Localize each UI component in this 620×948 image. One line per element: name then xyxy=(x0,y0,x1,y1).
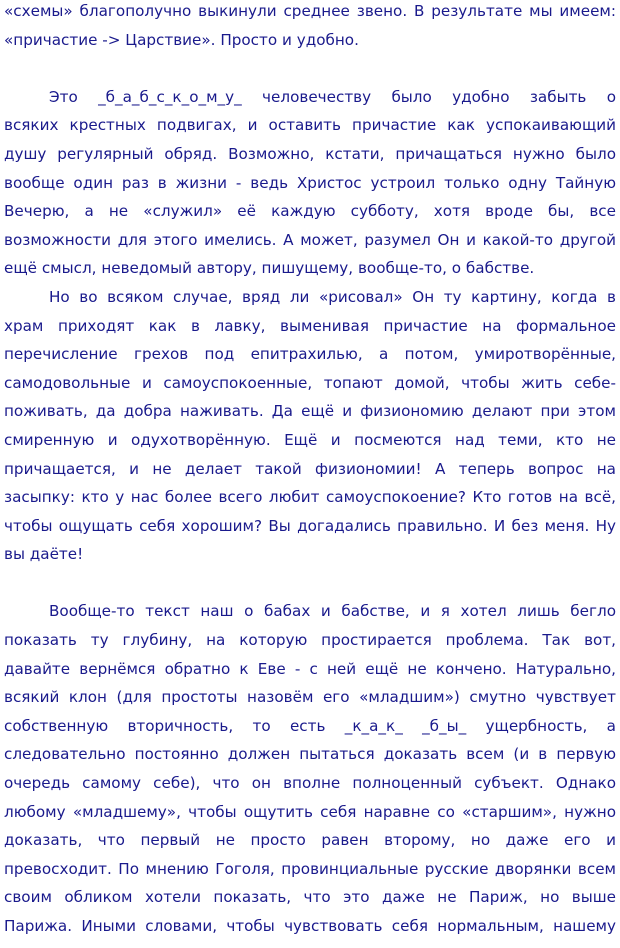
text-line: душу регулярный обряд. Возможно, кстати, причащаться нужно было xyxy=(4,144,616,163)
text-line: следовательно постоянно должен пытаться доказать всем (и в первую xyxy=(4,745,616,764)
text-line: возможности для этого имелись. А может, разумел Он и какой-то другой xyxy=(4,230,616,249)
text-line: «причастие -> Царствие». Просто и удобно. xyxy=(4,30,359,49)
text-line: очередь самому себе), что он вполне полноценный субъект. Однако xyxy=(4,774,616,793)
text-line: Но во всяком случае, вряд ли «рисовал» Он ту картину, когда в xyxy=(49,287,616,306)
text-line: вообще один раз в жизни - ведь Христос устроил только одну Тайную xyxy=(4,173,616,192)
text-line: Парижа. Иными словами, чтобы чувствовать себя нормальным, нашему xyxy=(4,917,616,935)
text-line: давайте вернёмся обратно к Еве - с ней ещё не кончено. Натурально, xyxy=(4,659,616,678)
text-line: всяких крестных подвигах, и оставить причастие как успокаивающий xyxy=(4,116,616,135)
text-line: Вообще-то текст наш о бабах и бабстве, и я хотел лишь бегло xyxy=(49,602,616,621)
paragraph xyxy=(4,83,616,283)
paragraph xyxy=(4,597,616,940)
text-line: доказать, что первый не просто равен второму, но даже его и xyxy=(4,831,616,850)
text-line: причащается, и не делает такой физиономии! А теперь вопрос на xyxy=(4,459,616,478)
text-line: «схемы» благополучно выкинули среднее звено. В результате мы имеем: xyxy=(4,2,616,20)
text-line: всякий клон (для простоты назовём его «младшим») смутно чувствует xyxy=(4,688,616,707)
text-line: поживать, да добра наживать. Да ещё и физиономию делают при этом xyxy=(4,402,616,421)
text-line: самодовольные и самоуспокоенные, топают домой, чтобы жить себе- xyxy=(4,373,616,392)
text-line: Вечерю, а не «служил» её каждую субботу, хотя вроде бы, все xyxy=(4,202,616,221)
text-line: ещё смысл, неведомый автору, пишущему, вообще-то, о бабстве. xyxy=(4,259,535,278)
text-line: любому «младшему», чтобы ощутить себя наравне со «старшим», нужно xyxy=(4,802,616,821)
text-line: превосходит. По мнению Гоголя, провинциальные русские дворянки всем xyxy=(4,859,616,878)
text-line: чтобы ощущать себя хорошим? Вы догадались правильно. И без меня. Ну xyxy=(4,516,616,535)
text-line: Это _б_а_б_с_к_о_м_у_ человечеству было удобно забыть о xyxy=(49,87,616,106)
text-line: перечисление грехов под епитрахилью, а потом, умиротворённые, xyxy=(4,345,616,364)
text-line: вы даёте! xyxy=(4,545,84,564)
text-line: смиренную и одухотворённую. Ещё и посмеются над теми, кто не xyxy=(4,430,616,449)
paragraph xyxy=(4,283,616,569)
paragraph-spacer xyxy=(4,54,616,83)
text-line: засыпку: кто у нас более всего любит самоуспокоение? Кто готов на всё, xyxy=(4,488,616,507)
paragraph xyxy=(4,0,616,54)
text-line: показать ту глубину, на которую простирается проблема. Так вот, xyxy=(4,631,616,650)
text-line: храм приходят как в лавку, выменивая причастие на формальное xyxy=(4,316,616,335)
text-line: собственную вторичность, то есть _к_а_к_ _б_ы_ ущербность, а xyxy=(4,716,616,735)
text-line: своим обликом хотели показать, что это даже не Париж, но выше xyxy=(4,888,616,907)
paragraph-spacer xyxy=(4,569,616,598)
